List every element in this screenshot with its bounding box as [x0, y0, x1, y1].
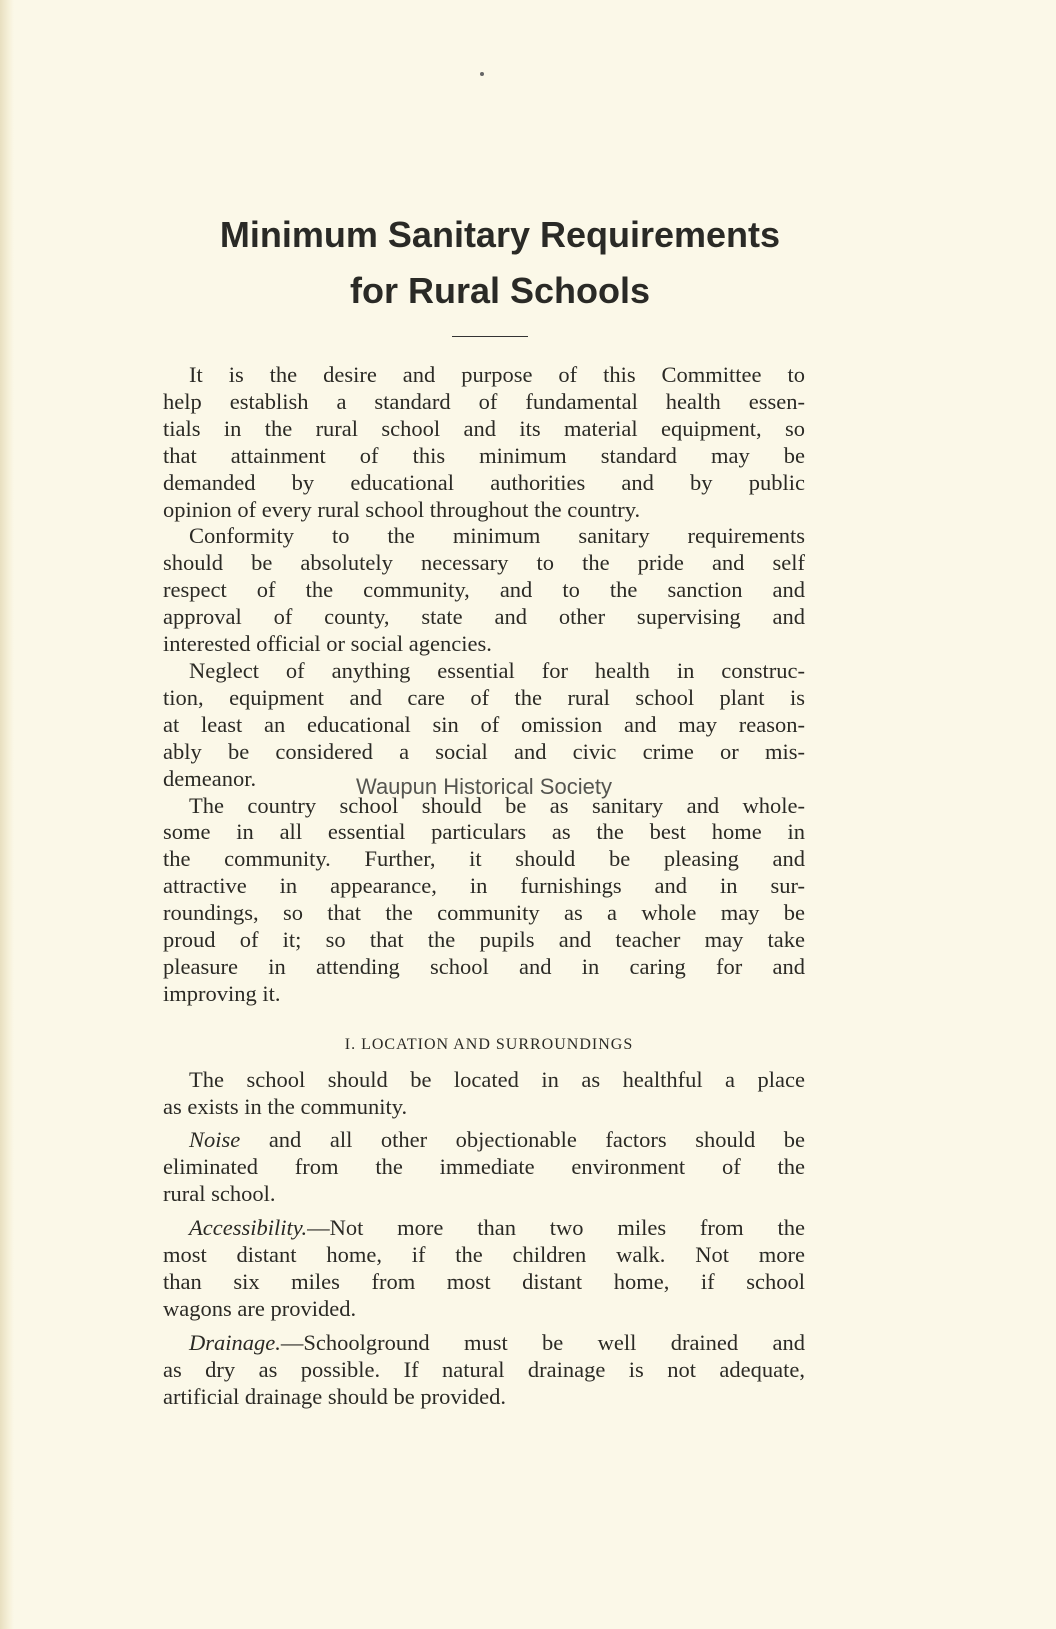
text-line: Conformity to the minimum sanitary requirements	[189, 523, 805, 549]
line-text: wagons are provided.	[163, 1295, 357, 1321]
text-line: roundings, so that the community as a whole may be	[163, 900, 805, 926]
text-line: proud of it; so that the pupils and teacher may take	[163, 927, 805, 953]
title-line-2: for Rural Schools	[349, 270, 651, 311]
text-line: opinion of every rural school throughout the country.	[163, 496, 641, 522]
text-line: improving it.	[163, 980, 281, 1006]
intro-paragraph	[163, 362, 805, 523]
title-line-1: Minimum Sanitary Requirements	[219, 214, 781, 255]
section-paragraph	[163, 1330, 805, 1411]
text-line	[163, 1384, 805, 1411]
text-line: It is the desire and purpose of this Committee to	[189, 362, 805, 387]
text-line	[163, 1067, 805, 1094]
text-line: tion, equipment and care of the rural school plant is	[163, 684, 805, 710]
text-line	[163, 1296, 805, 1323]
line-text: —Schoolground must be well drained and	[280, 1329, 805, 1355]
line-text: as dry as possible. If natural drainage is not adequate,	[163, 1356, 805, 1382]
line-text: and all other objectionable factors should be	[240, 1127, 805, 1153]
text-line	[163, 1269, 805, 1296]
paragraph-lead: Accessibility.	[189, 1215, 308, 1241]
text-line: approval of county, state and other supervising and	[163, 604, 805, 630]
text-line: some in all essential particulars as the best home in	[163, 819, 805, 845]
line-text: artificial drainage should be provided.	[163, 1383, 507, 1409]
text-line: the community. Further, it should be pleasing and	[163, 846, 805, 872]
line-text: as exists in the community.	[163, 1093, 408, 1119]
text-line: should be absolutely necessary to the pride and self	[163, 550, 805, 576]
text-line: interested official or social agencies.	[163, 631, 492, 657]
text-line	[163, 1242, 805, 1269]
paragraph-lead: Noise	[189, 1127, 241, 1153]
section-paragraph	[163, 1215, 805, 1323]
text-line: demanded by educational authorities and by public	[163, 469, 805, 495]
text-line: pleasure in attending school and in caring for and	[163, 953, 805, 979]
text-line: respect of the community, and to the sanction and	[163, 577, 805, 603]
section-paragraph	[163, 1127, 805, 1208]
text-line: demeanor.	[163, 765, 257, 791]
section-heading: I. LOCATION AND SURROUNDINGS	[344, 1035, 634, 1053]
section-paragraph	[163, 1067, 805, 1121]
text-line: ably be considered a social and civic crime or mis-	[163, 738, 805, 764]
text-line: Neglect of anything essential for health in construc-	[189, 657, 805, 683]
intro-paragraph	[163, 793, 805, 1008]
text-line	[163, 1357, 805, 1384]
text-line	[163, 1330, 805, 1357]
text-line	[163, 1154, 805, 1181]
text-line: The country school should be as sanitary and whole-	[189, 792, 805, 818]
document-body	[163, 362, 805, 1411]
title-rule	[452, 336, 528, 337]
text-line	[163, 1094, 805, 1121]
intro-paragraph	[163, 523, 805, 658]
intro-paragraph	[163, 658, 805, 793]
text-line: help establish a standard of fundamental health essen-	[163, 388, 805, 414]
text-line: attractive in appearance, in furnishings and in sur-	[163, 873, 805, 899]
text-line: at least an educational sin of omission and may reason-	[163, 711, 805, 737]
text-line: tials in the rural school and its material equipment, so	[163, 415, 805, 441]
line-text: —Not more than two miles from the	[307, 1215, 805, 1241]
paper-speck	[480, 72, 484, 76]
line-text: eliminated from the immediate environment of the	[163, 1154, 805, 1180]
text-line	[163, 1127, 805, 1154]
text-line	[163, 1215, 805, 1242]
line-text: than six miles from most distant home, if school	[163, 1269, 805, 1294]
text-line: that attainment of this minimum standard may be	[163, 442, 805, 468]
line-text: The school should be located in as healthful a place	[189, 1066, 805, 1092]
line-text: rural school.	[163, 1181, 276, 1207]
text-line	[163, 1181, 805, 1208]
watermark: Waupun Historical Society	[356, 774, 612, 799]
line-text: most distant home, if the children walk. Not more	[163, 1242, 805, 1268]
paragraph-lead: Drainage.	[189, 1329, 281, 1355]
